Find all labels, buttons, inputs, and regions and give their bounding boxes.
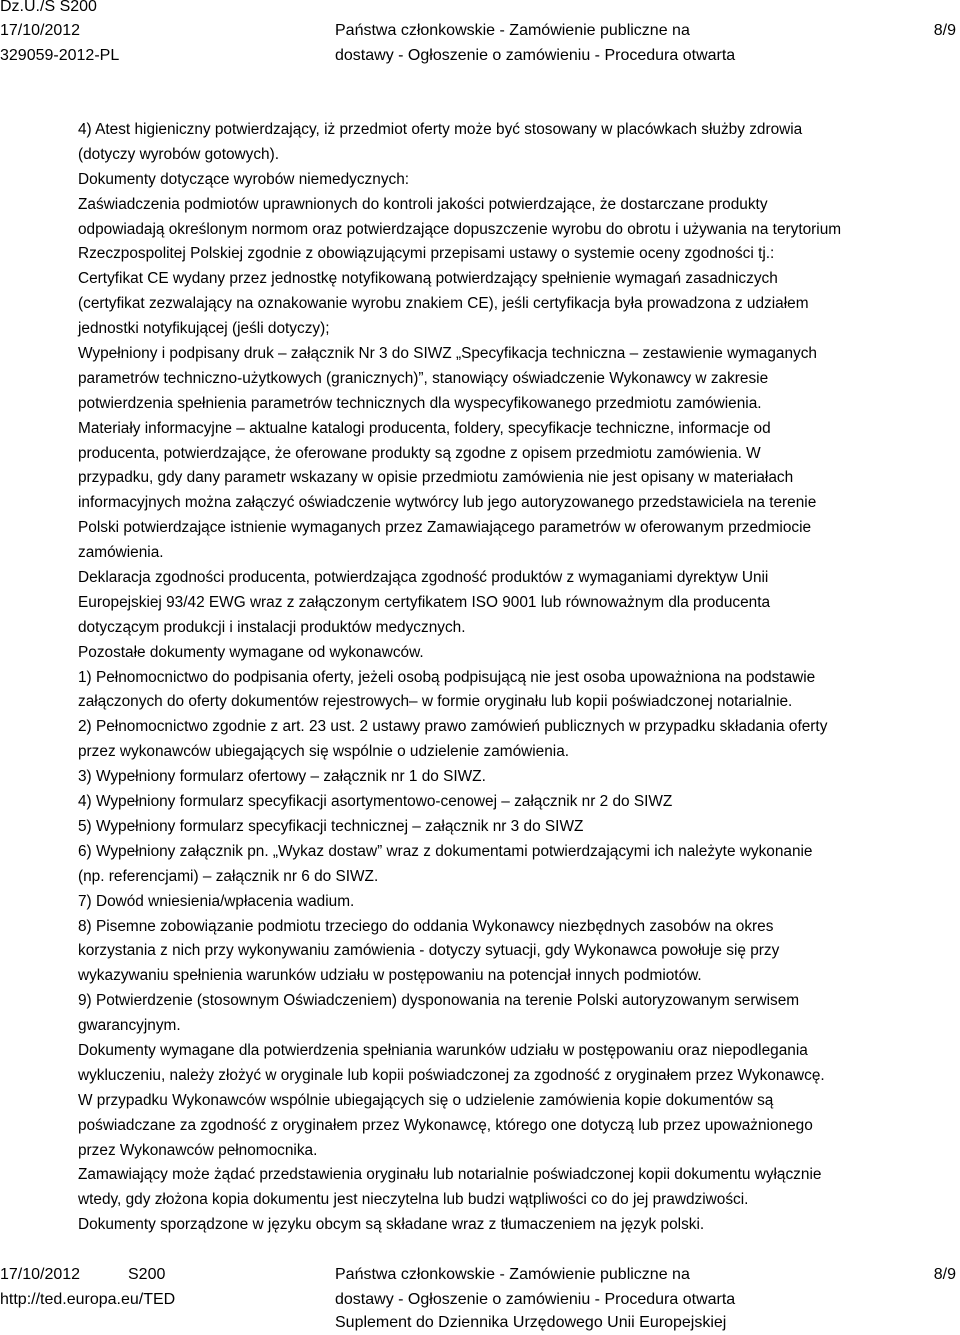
footer-url[interactable]: http://ted.europa.eu/TED (0, 1291, 176, 1308)
body-line: informacyjnych można załączyć oświadczenie wytwórcy lub jego autoryzowanego przedstawiciela na terenie (78, 494, 817, 512)
header-title-line1: Państwa członkowskie - Zamówienie publiczne na (335, 22, 690, 39)
body-line: przez wykonawców ubiegających się wspólnie o udzielenie zamówienia. (78, 743, 570, 761)
body-line: zamówienia. (78, 544, 164, 562)
body-line: 6) Wypełniony załącznik pn. „Wykaz dostaw” wraz z dokumentami potwierdzającymi ich należyte wykonanie (78, 842, 813, 860)
body-line: Deklaracja zgodności producenta, potwierdzająca zgodność produktów z wymaganiami dyrektyw Unii (78, 569, 769, 587)
body-line: Dokumenty wymagane dla potwierdzenia spełniania warunków udziału w postępowaniu oraz niepodlegania (78, 1041, 808, 1059)
body-line: odpowiadają określonym normom oraz potwierdzające dopuszczenie wyrobu do obrotu i używania na terytorium (78, 220, 842, 238)
body-line: potwierdzenia spełnienia parametrów technicznych dla wyspecyfikowanego przedmiotu zamówienia. (78, 394, 762, 412)
body-line: Rzeczpospolitej Polskiej zgodnie z obowiązującymi przepisami ustawy o systemie oceny zgodności tj.: (78, 245, 775, 263)
body-line: jednostki notyfikującej (jeśli dotyczy); (78, 320, 330, 338)
footer-date: 17/10/2012 (0, 1266, 81, 1283)
body-line: producenta, potwierdzające, że oferowane produkty są zgodne z opisem przedmiotu zamówienia. W (78, 444, 761, 462)
body-line: W przypadku Wykonawców wspólnie ubiegających się o udzielenie zamówienia kopie dokumentów są (78, 1091, 774, 1109)
body-line: 4) Atest higieniczny potwierdzający, iż przedmiot oferty może być stosowany w placówkach służby zdrowia (78, 121, 803, 138)
body-line: Polski potwierdzające istnienie wymaganych przez Zamawiającego parametrów w oferowanym przedmiocie (78, 519, 812, 537)
body-line: 2) Pełnomocnictwo zgodnie z art. 23 ust. 2 ustawy prawo zamówień publicznych w przypadku składania oferty (78, 718, 828, 736)
body-line: przez Wykonawców pełnomocnika. (78, 1141, 318, 1159)
body-line: (dotyczy wyrobów gotowych). (78, 145, 280, 163)
footer-title-line3: Suplement do Dziennika Urzędowego Unii Europejskiej (335, 1314, 727, 1331)
body-line: załączonych do oferty dokumentów rejestrowych– w formie oryginału lub kopii poświadczonej notarialnie. (78, 693, 793, 711)
footer-page-number: 8/9 (933, 1266, 956, 1283)
body-line: Dokumenty sporządzone w języku obcym są składane wraz z tłumaczeniem na język polski. (78, 1216, 705, 1234)
body-line: wykazywaniu spełnienia warunków udziału w postępowaniu na potencjał innych podmiotów. (78, 967, 702, 985)
body-line: poświadczane za zgodność z oryginałem przez Wykonawcę, którego one dotyczą lub przez upoważnionego (78, 1116, 813, 1134)
footer-title-line2: dostawy - Ogłoszenie o zamówieniu - Procedura otwarta (335, 1291, 736, 1308)
body-line: 3) Wypełniony formularz ofertowy – załącznik nr 1 do SIWZ. (78, 768, 486, 786)
header-doc-ref: Dz.U./S S200 (0, 0, 97, 15)
document-body (78, 118, 950, 1238)
body-line: Zamawiający może żądać przedstawienia oryginału lub notarialnie poświadczonej kopii dokumentu wyłącznie (78, 1166, 822, 1184)
body-line: Europejskiej 93/42 EWG wraz z załączonym certyfikatem ISO 9001 lub równoważnym dla producenta (78, 593, 771, 611)
body-line: 1) Pełnomocnictwo do podpisania oferty, jeżeli osobą podpisującą nie jest osoba upoważniona na podstawie (78, 668, 816, 686)
body-line: gwarancyjnym. (78, 1017, 181, 1035)
header-date: 17/10/2012 (0, 22, 81, 39)
body-line: przypadku, gdy dany parametr wskazany w opisie przedmiotu zamówienia nie jest opisany w materiałach (78, 469, 794, 487)
body-line: (np. referencjami) – załącznik nr 6 do SIWZ. (78, 867, 379, 885)
body-line: 9) Potwierdzenie (stosownym Oświadczeniem) dysponowania na terenie Polski autoryzowanym serwisem (78, 992, 800, 1010)
body-line: korzystania z nich przy wykonywaniu zamówienia - dotyczy sytuacji, gdy Wykonawca powołuje się przy (78, 942, 780, 960)
body-line: Wypełniony i podpisany druk – załącznik Nr 3 do SIWZ „Specyfikacja techniczna – zestawienie wymaganych (78, 345, 817, 363)
body-line: 7) Dowód wniesienia/wpłacenia wadium. (78, 892, 355, 910)
footer-series: S200 (128, 1266, 166, 1283)
footer-title-line1: Państwa członkowskie - Zamówienie publiczne na (335, 1266, 690, 1283)
body-line: Pozostałe dokumenty wymagane od wykonawców. (78, 643, 424, 661)
body-line: 8) Pisemne zobowiązanie podmiotu trzeciego do oddania Wykonawcy niezbędnych zasobów na okres (78, 917, 774, 935)
header-page-number: 8/9 (933, 22, 956, 39)
header-title-line2: dostawy - Ogłoszenie o zamówieniu - Procedura otwarta (335, 47, 736, 64)
header-number: 329059-2012-PL (0, 47, 120, 64)
body-line: dotyczącym produkcji i instalacji produktów medycznych. (78, 618, 466, 636)
body-line: Dokumenty dotyczące wyrobów niemedycznych: (78, 170, 410, 188)
body-line: parametrów techniczno-użytkowych (granicznych)”, stanowiący oświadczenie Wykonawcy w zakresie (78, 369, 769, 387)
body-line: 5) Wypełniony formularz specyfikacji technicznej – załącznik nr 3 do SIWZ (78, 817, 584, 835)
body-line: 4) Wypełniony formularz specyfikacji asortymentowo-cenowej – załącznik nr 2 do SIWZ (78, 793, 673, 811)
body-line: (certyfikat zezwalający na oznakowanie wyrobu znakiem CE), jeśli certyfikacja była prowadzona z udziałem (78, 295, 809, 313)
body-line: Zaświadczenia podmiotów uprawnionych do kontroli jakości potwierdzające, że dostarczane produkty (78, 195, 768, 213)
body-line: wykluczeniu, należy złożyć w oryginale lub kopii poświadczonej za zgodność z oryginałem przez Wykonawcę. (78, 1066, 825, 1084)
body-line: wtedy, gdy złożona kopia dokumentu jest nieczytelna lub budzi wątpliwości co do jej prawdziwości. (78, 1191, 749, 1209)
body-line: Materiały informacyjne – aktualne katalogi producenta, foldery, specyfikacje techniczne, informacje od (78, 419, 771, 437)
body-line: Certyfikat CE wydany przez jednostkę notyfikowaną potwierdzający spełnienie wymagań zasadniczych (78, 270, 778, 288)
